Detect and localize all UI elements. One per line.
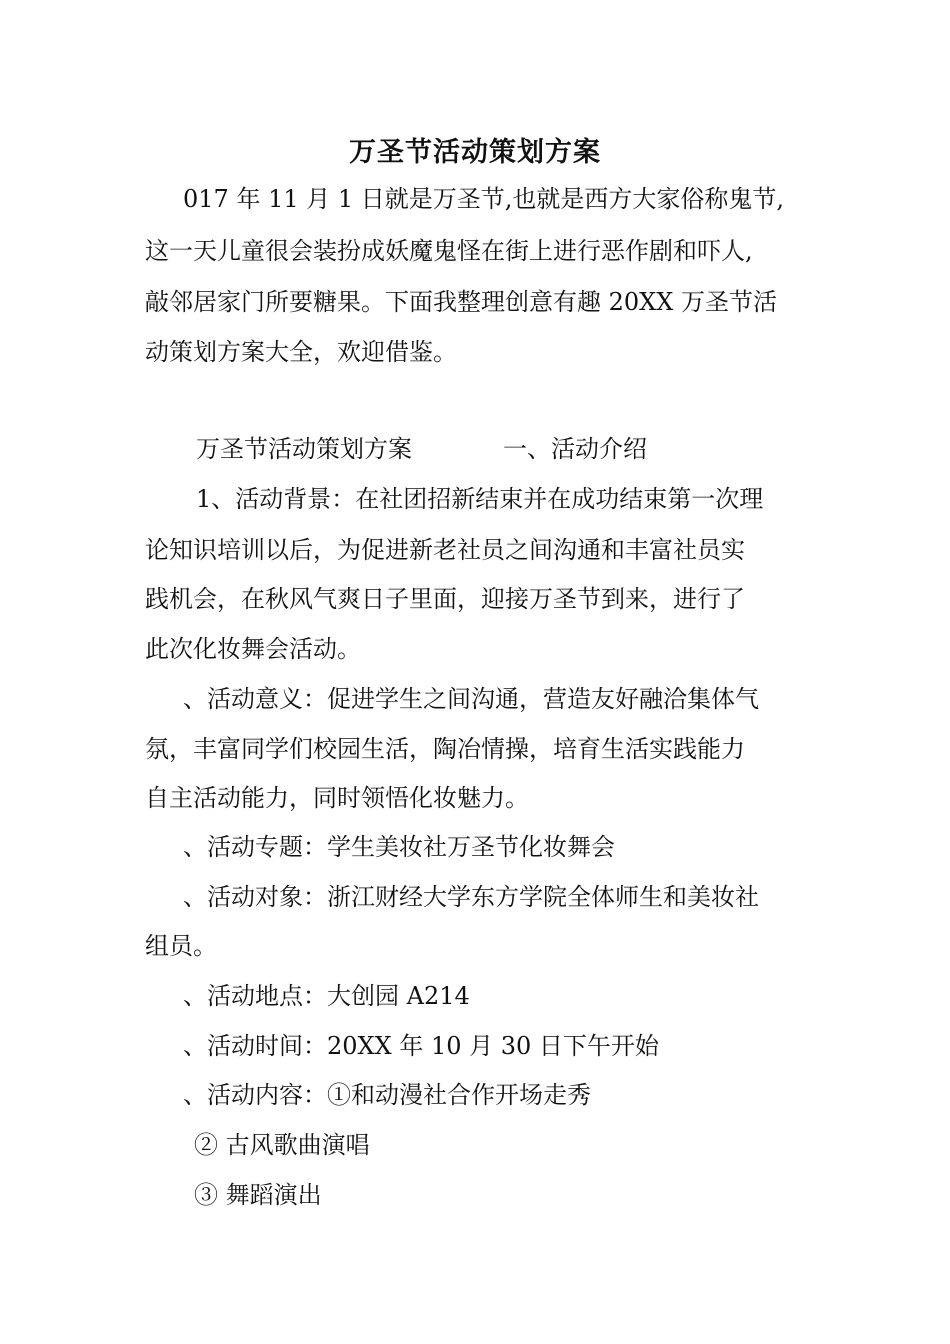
intro-line-4: 动策划方案大全，欢迎借鉴。	[145, 338, 457, 366]
body-line-14: ② 古风歌曲演唱	[194, 1131, 370, 1159]
body-line-1: 1、活动背景：在社团招新结束并在成功结束第一次理	[196, 485, 764, 513]
body-line-10: 组员。	[145, 932, 217, 960]
body-line-13: 、活动内容：①和动漫社合作开场走秀	[183, 1081, 591, 1109]
body-line-11: 、活动地点：大创园 A214	[183, 982, 470, 1010]
intro-line-3: 敲邻居家门所要糖果。下面我整理创意有趣 20XX 万圣节活	[145, 288, 777, 316]
body-line-15: ③ 舞蹈演出	[194, 1181, 322, 1209]
body-line-5: 、活动意义：促进学生之间沟通，营造友好融洽集体气	[183, 685, 759, 713]
body-line-8: 、活动专题：学生美妆社万圣节化妆舞会	[183, 833, 615, 861]
body-line-2: 论知识培训以后，为促进新老社员之间沟通和丰富社员实	[145, 536, 745, 564]
intro-line-1: 017 年 11 月 1 日就是万圣节,也就是西方大家俗称鬼节,	[183, 185, 785, 213]
body-line-4: 此次化妆舞会活动。	[145, 635, 361, 663]
document-title: 万圣节活动策划方案	[349, 137, 601, 168]
body-line-12: 、活动时间：20XX 年 10 月 30 日下午开始	[183, 1032, 659, 1060]
intro-line-2: 这一天儿童很会装扮成妖魔鬼怪在街上进行恶作剧和吓人,	[145, 237, 753, 265]
body-line-7: 自主活动能力，同时领悟化妆魅力。	[145, 784, 529, 812]
body-line-9: 、活动对象：浙江财经大学东方学院全体师生和美妆社	[183, 883, 759, 911]
body-line-3: 践机会，在秋风气爽日子里面，迎接万圣节到来，进行了	[145, 585, 745, 613]
section-heading-left: 万圣节活动策划方案	[196, 435, 412, 463]
body-line-6: 氛，丰富同学们校园生活，陶冶情操，培育生活实践能力	[145, 735, 745, 763]
section-heading-right: 一、活动介绍	[503, 435, 647, 463]
